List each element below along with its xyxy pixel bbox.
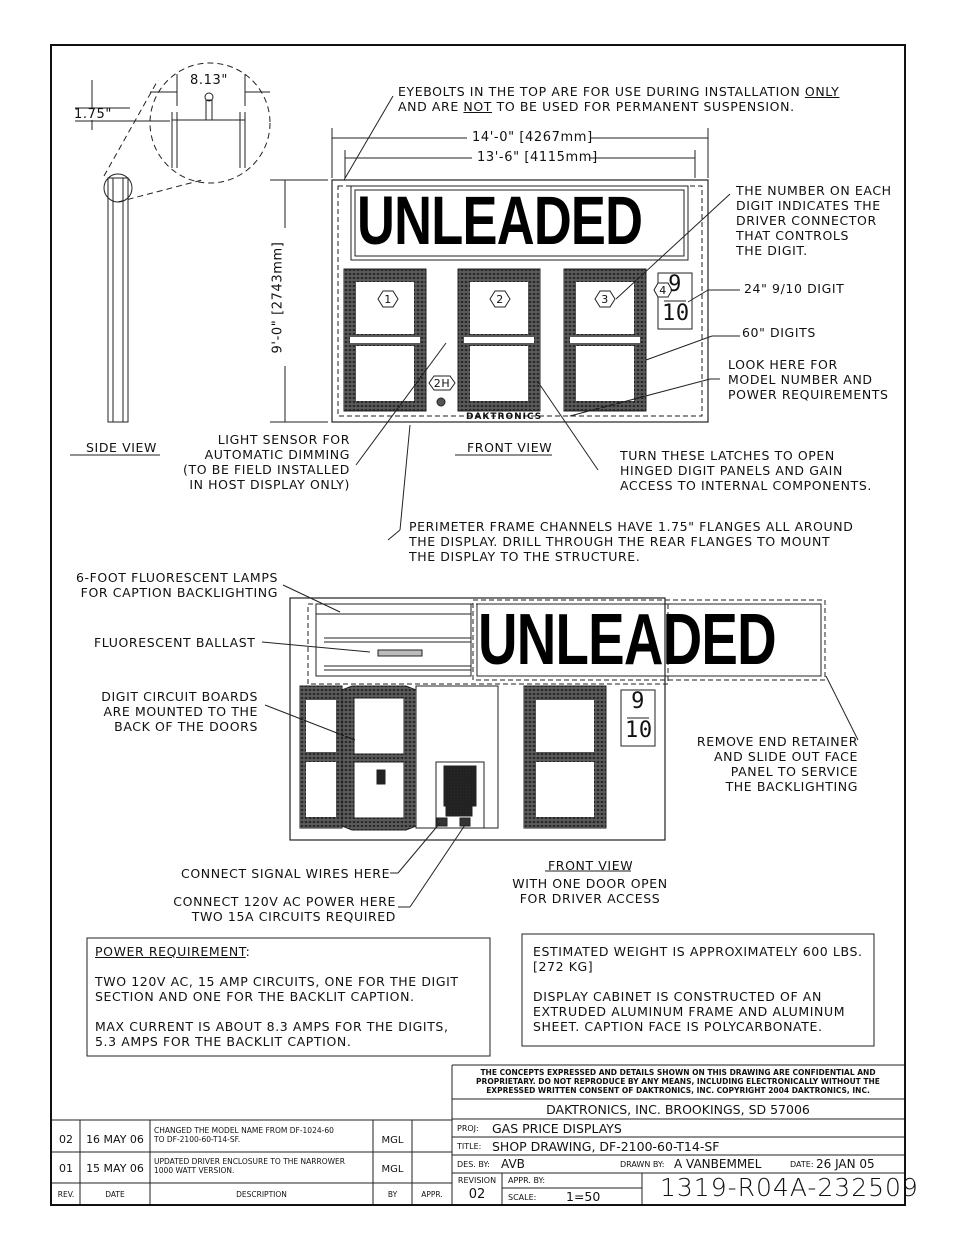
des-label: DES. BY: bbox=[457, 1160, 490, 1169]
eyebolts-note bbox=[398, 84, 839, 114]
light-sensor-line2: AUTOMATIC DIMMING bbox=[204, 447, 350, 462]
side-view-width-dim: 8.13" bbox=[190, 73, 228, 88]
lamps-line2: FOR CAPTION BACKLIGHTING bbox=[80, 585, 278, 600]
driver-connector-line3: DRIVER CONNECTOR bbox=[736, 213, 877, 228]
open-sublabel-line2: FOR DRIVER ACCESS bbox=[519, 891, 661, 906]
rev-row-2-date: 15 MAY 06 bbox=[86, 1162, 144, 1175]
circuit-boards-line1: DIGIT CIRCUIT BOARDS bbox=[101, 689, 258, 704]
lamps-note bbox=[60, 570, 278, 600]
open-front-view-label: FRONT VIEW bbox=[548, 858, 634, 873]
digit-60-note: 60" DIGITS bbox=[742, 325, 816, 340]
eyebolts-note-line2b: TO BE USED FOR PERMANENT SUSPENSION. bbox=[492, 99, 795, 114]
project-name: GAS PRICE DISPLAYS bbox=[492, 1121, 622, 1136]
retainer-line2: AND SLIDE OUT FACE bbox=[714, 749, 858, 764]
retainer-line4: THE BACKLIGHTING bbox=[725, 779, 858, 794]
appr-label: APPR. BY: bbox=[508, 1176, 546, 1185]
rev-row-1-date: 16 MAY 06 bbox=[86, 1133, 144, 1146]
digit-marker-3: 3 bbox=[601, 293, 609, 306]
circuit-boards-line2: ARE MOUNTED TO THE bbox=[103, 704, 258, 719]
rev-row-1-rev: 02 bbox=[59, 1133, 73, 1146]
eyebolts-note-only: ONLY bbox=[804, 84, 840, 99]
front-fraction-top: 9 bbox=[668, 272, 682, 297]
open-sublabel-line1: WITH ONE DOOR OPEN bbox=[512, 876, 668, 891]
model-number-line2: MODEL NUMBER AND bbox=[728, 372, 873, 387]
model-number-line3: POWER REQUIREMENTS bbox=[728, 387, 889, 402]
open-caption-unleaded: UNLEADED bbox=[478, 600, 776, 680]
front-inner-width-dim: 13'-6" [4115mm] bbox=[477, 150, 598, 165]
rev-header-appr: APPR. bbox=[421, 1190, 443, 1199]
rev-row-2-description bbox=[154, 1157, 345, 1175]
eyebolts-note-not: NOT bbox=[463, 99, 493, 114]
perimeter-line2: THE DISPLAY. DRILL THROUGH THE REAR FLANGES TO MOUNT bbox=[409, 534, 831, 549]
drawn-label: DRAWN BY: bbox=[620, 1160, 665, 1169]
rev-row-2-desc-line2: 1000 WATT VERSION. bbox=[154, 1166, 235, 1175]
company-name: DAKTRONICS, INC. BROOKINGS, SD 57006 bbox=[546, 1102, 810, 1117]
lamps-line1: 6-FOOT FLUORESCENT LAMPS bbox=[75, 570, 278, 585]
power-para1-line1: TWO 120V AC, 15 AMP CIRCUITS, ONE FOR THE DIGIT bbox=[95, 974, 459, 989]
rev-row-1-desc-line1: CHANGED THE MODEL NAME FROM DF-1024-60 bbox=[154, 1126, 334, 1135]
driver-connector-line4: THAT CONTROLS bbox=[736, 228, 850, 243]
side-view-label: SIDE VIEW bbox=[86, 440, 158, 455]
model-number-note bbox=[728, 357, 889, 402]
power-para1-line2: SECTION AND ONE FOR THE BACKLIT CAPTION. bbox=[95, 989, 415, 1004]
rev-row-2-by: MGL bbox=[381, 1164, 404, 1175]
light-sensor-line3: (TO BE FIELD INSTALLED bbox=[183, 462, 350, 477]
driver-connector-line2: DIGIT INDICATES THE bbox=[736, 198, 881, 213]
front-caption-unleaded: UNLEADED bbox=[357, 182, 643, 259]
confidential-notice bbox=[452, 1068, 904, 1095]
confidential-line2: PROPRIETARY. DO NOT REPRODUCE BY ANY MEANS, INCLUDING ELECTRONICALLY WITHOUT THE bbox=[476, 1077, 880, 1086]
light-sensor-line1: LIGHT SENSOR FOR bbox=[217, 432, 350, 447]
power-here-line2: TWO 15A CIRCUITS REQUIRED bbox=[191, 909, 396, 924]
perimeter-note bbox=[409, 519, 853, 564]
front-fraction-bottom: 10 bbox=[662, 301, 690, 326]
side-view-height-dim: 1.75" bbox=[74, 107, 112, 122]
power-requirement-note bbox=[95, 944, 459, 1049]
rev-row-2-desc-line1: UPDATED DRIVER ENCLOSURE TO THE NARROWER bbox=[154, 1157, 345, 1166]
light-sensor-line4: IN HOST DISPLAY ONLY) bbox=[189, 477, 350, 492]
rev-header-description: DESCRIPTION bbox=[236, 1190, 287, 1199]
rev-row-1-description bbox=[154, 1126, 334, 1144]
ballast-note: FLUORESCENT BALLAST bbox=[94, 635, 256, 650]
driver-connector-note bbox=[736, 183, 892, 258]
revision-number: 02 bbox=[468, 1187, 486, 1202]
latches-line2: HINGED DIGIT PANELS AND GAIN bbox=[620, 463, 843, 478]
rev-row-1-by: MGL bbox=[381, 1135, 404, 1146]
weight-para2-line3: SHEET. CAPTION FACE IS POLYCARBONATE. bbox=[533, 1019, 823, 1034]
driver-connector-line5: THE DIGIT. bbox=[736, 243, 808, 258]
digit-marker-2: 2 bbox=[496, 293, 504, 306]
latches-note bbox=[620, 448, 872, 493]
weight-para2-line2: EXTRUDED ALUMINUM FRAME AND ALUMINUM bbox=[533, 1004, 846, 1019]
proj-label: PROJ: bbox=[457, 1124, 479, 1133]
date-label: DATE: bbox=[790, 1160, 814, 1169]
open-fraction-bottom: 10 bbox=[625, 718, 653, 743]
power-requirement-colon: : bbox=[245, 944, 251, 959]
circuit-boards-line3: BACK OF THE DOORS bbox=[114, 719, 258, 734]
weight-para1-line2: [272 KG] bbox=[533, 959, 594, 974]
title-label: TITLE: bbox=[457, 1142, 482, 1151]
digit-24-note: 24" 9/10 DIGIT bbox=[744, 281, 845, 296]
drawn-by: A VANBEMMEL bbox=[674, 1157, 762, 1171]
confidential-line1: THE CONCEPTS EXPRESSED AND DETAILS SHOWN ON THIS DRAWING ARE CONFIDENTIAL AND bbox=[480, 1068, 876, 1077]
front-height-dim: 9'-0" [2743mm] bbox=[270, 241, 286, 354]
digit-marker-1: 1 bbox=[384, 293, 392, 306]
weight-para1-line1: ESTIMATED WEIGHT IS APPROXIMATELY 600 LBS. bbox=[533, 944, 863, 959]
front-view-display bbox=[270, 128, 708, 455]
power-here-note bbox=[140, 894, 396, 924]
model-number-line1: LOOK HERE FOR bbox=[728, 357, 838, 372]
open-front-view-sublabel bbox=[490, 876, 690, 906]
drawing-number: 1319-R04A-232509 bbox=[660, 1173, 919, 1202]
digit-marker-2h: 2H bbox=[433, 377, 451, 390]
light-sensor-note bbox=[160, 432, 350, 492]
retainer-note bbox=[660, 734, 858, 794]
weight-note bbox=[533, 944, 863, 1034]
retainer-line1: REMOVE END RETAINER bbox=[696, 734, 858, 749]
latches-line1: TURN THESE LATCHES TO OPEN bbox=[620, 448, 835, 463]
driver-connector-line1: THE NUMBER ON EACH bbox=[736, 183, 892, 198]
drawing-title: SHOP DRAWING, DF-2100-60-T14-SF bbox=[492, 1139, 720, 1154]
confidential-line3: EXPRESSED WRITTEN CONSENT OF DAKTRONICS, INC. COPYRIGHT 2004 DAKTRONICS, INC. bbox=[486, 1086, 870, 1095]
front-brand-label: DAKTRONICS bbox=[466, 412, 543, 422]
drawing-scale: 1=50 bbox=[566, 1189, 601, 1204]
signal-wires-note: CONNECT SIGNAL WIRES HERE bbox=[181, 866, 391, 881]
weight-para2-line1: DISPLAY CABINET IS CONSTRUCTED OF AN bbox=[533, 989, 822, 1004]
latches-line3: ACCESS TO INTERNAL COMPONENTS. bbox=[620, 478, 872, 493]
eyebolts-note-line1: EYEBOLTS IN THE TOP ARE FOR USE DURING INSTALLATION bbox=[398, 84, 805, 99]
perimeter-line3: THE DISPLAY TO THE STRUCTURE. bbox=[409, 549, 641, 564]
eyebolts-note-line2a: AND ARE bbox=[398, 99, 464, 114]
perimeter-line1: PERIMETER FRAME CHANNELS HAVE 1.75" FLANGES ALL AROUND bbox=[409, 519, 854, 534]
retainer-line3: PANEL TO SERVICE bbox=[730, 764, 858, 779]
front-view-label: FRONT VIEW bbox=[467, 440, 553, 455]
power-requirement-heading: POWER REQUIREMENT bbox=[95, 944, 246, 959]
power-para2-line2: 5.3 AMPS FOR THE BACKLIT CAPTION. bbox=[95, 1034, 352, 1049]
rev-header-rev: REV. bbox=[57, 1190, 75, 1199]
rev-header-by: BY bbox=[387, 1190, 398, 1199]
rev-row-2-rev: 01 bbox=[59, 1162, 73, 1175]
designer: AVB bbox=[501, 1157, 525, 1171]
drawing-date: 26 JAN 05 bbox=[816, 1157, 875, 1171]
rev-header-date: DATE bbox=[105, 1190, 125, 1199]
power-here-line1: CONNECT 120V AC POWER HERE bbox=[173, 894, 396, 909]
digit-marker-4: 4 bbox=[659, 284, 667, 297]
scale-label: SCALE: bbox=[508, 1193, 537, 1202]
revision-label: REVISION bbox=[457, 1176, 497, 1185]
rev-row-1-desc-line2: TO DF-2100-60-T14-SF. bbox=[154, 1135, 241, 1144]
power-para2-line1: MAX CURRENT IS ABOUT 8.3 AMPS FOR THE DIGITS, bbox=[95, 1019, 449, 1034]
circuit-boards-note bbox=[60, 689, 258, 734]
front-outer-width-dim: 14'-0" [4267mm] bbox=[472, 130, 593, 145]
open-fraction-top: 9 bbox=[631, 689, 645, 714]
